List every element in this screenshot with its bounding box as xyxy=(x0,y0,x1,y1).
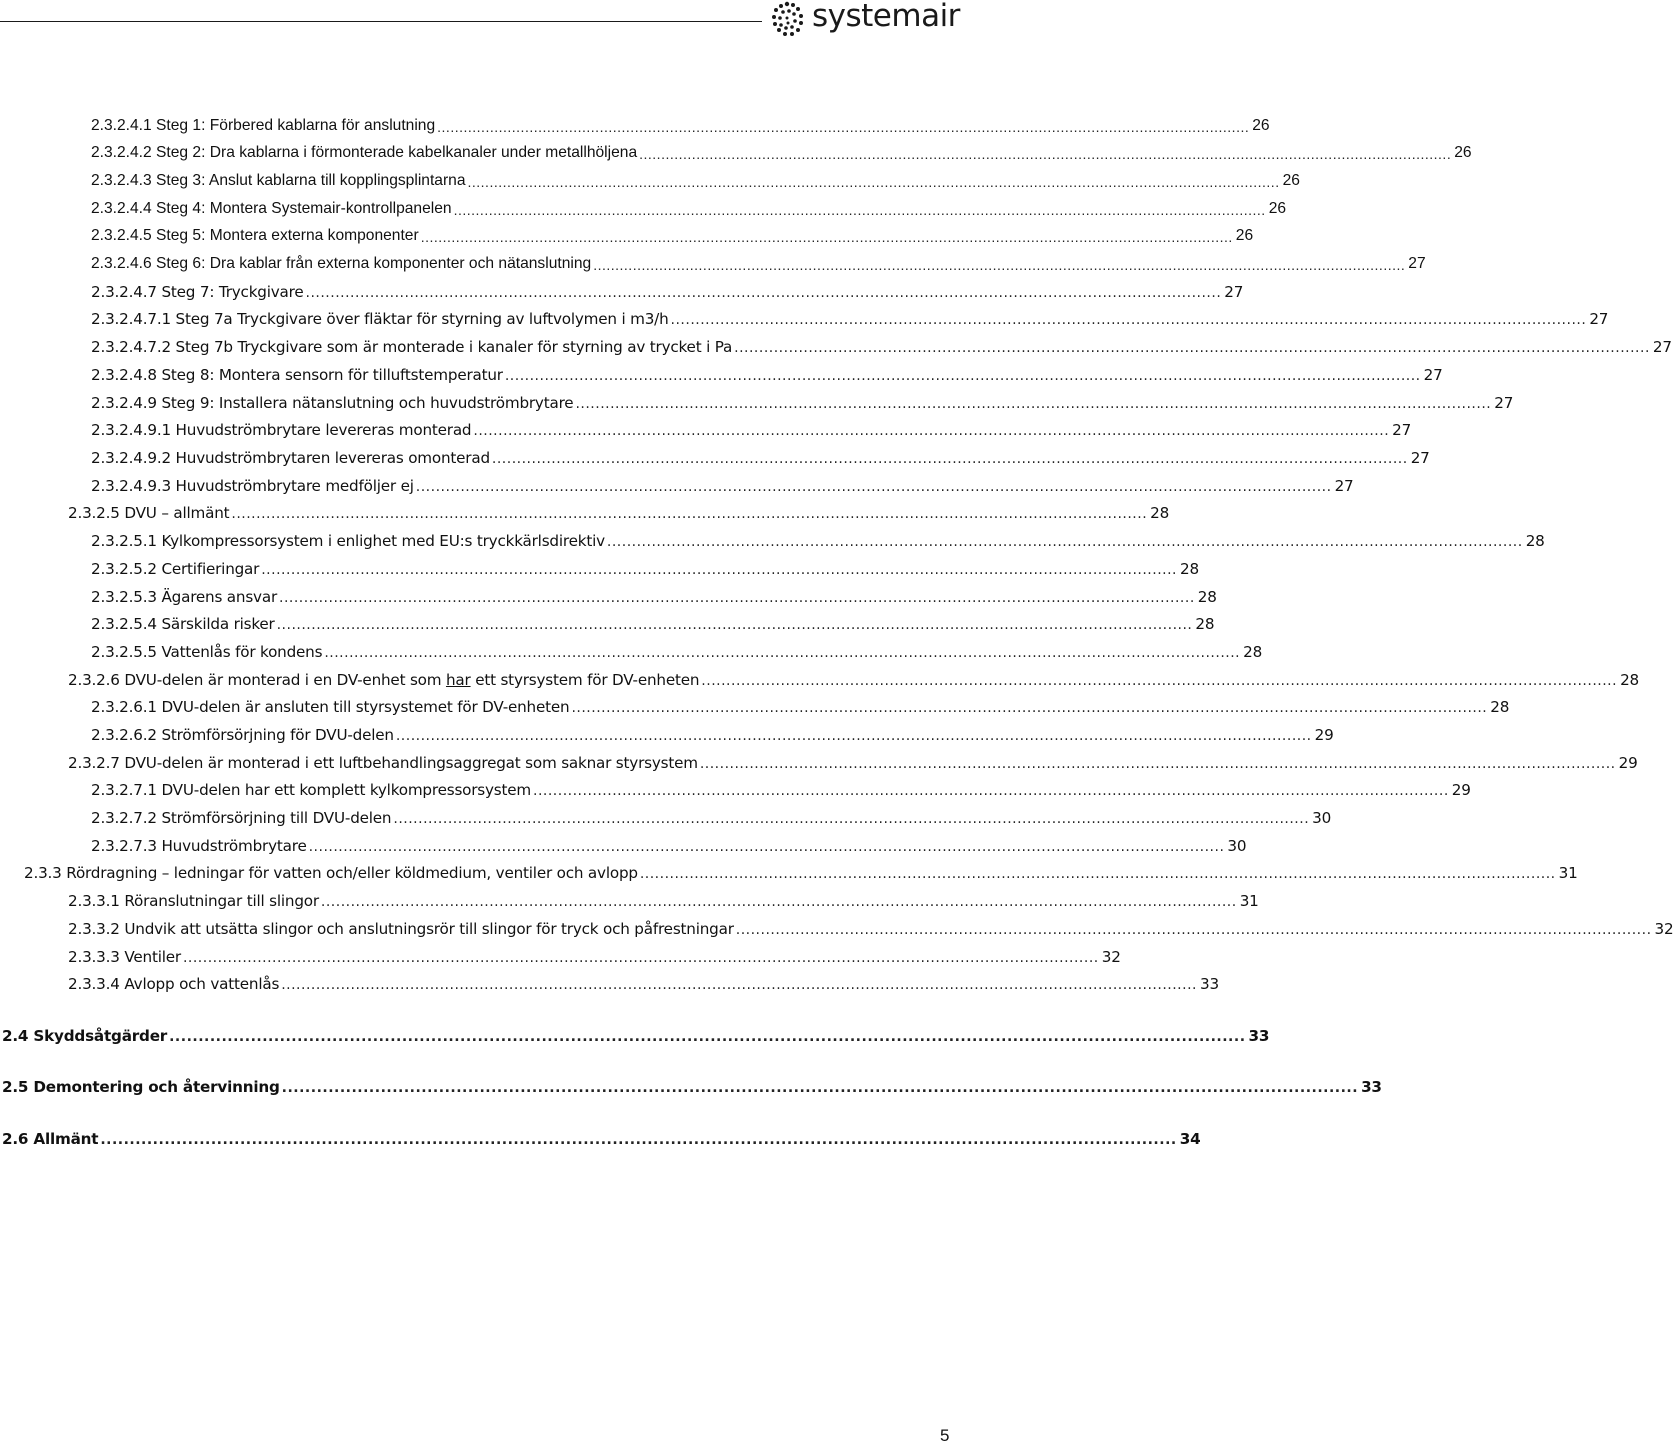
toc-dot-leader: ......................................................................................................................................................................................... xyxy=(279,590,1195,606)
toc-entry-label-pre: 2.3.2.6 DVU-delen är monterad i en DV-enhet som xyxy=(68,671,446,689)
toc-entry[interactable] xyxy=(68,668,1640,692)
toc-entry-page: 29 xyxy=(1451,781,1471,799)
toc-entry-page: 28 xyxy=(1150,504,1170,522)
toc-entry-page: 27 xyxy=(1423,366,1443,384)
toc-entry-label: 2.3.3.1 Röranslutningar till slingor xyxy=(68,892,319,910)
toc-entry[interactable] xyxy=(91,695,1510,719)
toc-dot-leader: ......................................................................................................................................................................................... xyxy=(437,119,1250,135)
toc-entry-label: 2.3.2.5.3 Ägarens ansvar xyxy=(91,588,277,606)
toc-entry-label: 2.3.3.4 Avlopp och vattenlås xyxy=(68,975,280,993)
toc-entry[interactable] xyxy=(68,501,1170,525)
toc-entry[interactable] xyxy=(91,585,1217,609)
toc-entry-label: 2.3.2.4.7.2 Steg 7b Tryckgivare som är monterade i kanaler för styrning av trycket i Pa xyxy=(91,338,733,356)
toc-entry-label: 2.3.2.7.1 DVU-delen har ett komplett kylkompressorsystem xyxy=(91,781,531,799)
toc-dot-leader: ......................................................................................................................................................................................... xyxy=(320,894,1237,910)
toc-dot-leader: ......................................................................................................................................................................................... xyxy=(281,977,1197,993)
toc-dot-leader: ......................................................................................................................................................................................... xyxy=(182,950,1099,966)
toc-entry-page: 29 xyxy=(1314,726,1334,744)
toc-entry-label: 2.3.2.4.3 Steg 3: Anslut kablarna till kopplingsplintarna xyxy=(91,172,466,189)
toc-entry[interactable] xyxy=(91,418,1412,442)
toc-dot-leader: ......................................................................................................................................................................................... xyxy=(491,451,1408,467)
toc-entry-label xyxy=(68,671,699,689)
toc-entry-page: 28 xyxy=(1180,560,1199,578)
toc-entry[interactable] xyxy=(91,363,1443,387)
toc-entry-page: 27 xyxy=(1408,255,1426,272)
toc-dot-leader: ......................................................................................................................................................................................... xyxy=(231,506,1148,522)
toc-entry[interactable] xyxy=(91,169,1300,193)
toc-entry[interactable] xyxy=(91,834,1247,858)
toc-entry-label: 2.3.2.6.2 Strömförsörjning för DVU-delen xyxy=(91,726,394,744)
toc-entry-page: 26 xyxy=(1282,172,1300,189)
toc-entry[interactable] xyxy=(68,972,1219,996)
toc-entry[interactable] xyxy=(91,446,1430,470)
toc-entry-page: 28 xyxy=(1620,671,1640,689)
toc-entry-page: 27 xyxy=(1589,310,1609,328)
toc-entry-page: 27 xyxy=(1494,394,1514,412)
toc-entry[interactable] xyxy=(91,197,1287,221)
toc-dot-leader: ......................................................................................................................................................................................... xyxy=(473,423,1390,439)
toc-entry-page: 33 xyxy=(1199,975,1219,993)
toc-entry-page: 32 xyxy=(1101,948,1121,966)
toc-entry-label-underlined: har xyxy=(445,671,471,689)
toc-dot-leader: ......................................................................................................................................................................................... xyxy=(699,756,1616,772)
toc-entry-page: 28 xyxy=(1490,698,1510,716)
toc-entry-page: 28 xyxy=(1197,588,1217,606)
toc-entry[interactable] xyxy=(91,307,1609,331)
toc-entry[interactable] xyxy=(2,1075,1382,1099)
toc-entry-label: 2.3.2.4.9.2 Huvudströmbrytaren levereras omonterad xyxy=(91,449,490,467)
toc-entry-label: 2.3.2.5.5 Vattenlås för kondens xyxy=(91,643,323,661)
toc-entry-label: 2.6 Allmänt xyxy=(2,1130,99,1148)
toc-entry-label: 2.3.2.6.1 DVU-delen är ansluten till styrsystemet för DV-enheten xyxy=(91,698,570,716)
toc-entry[interactable] xyxy=(91,335,1672,359)
toc-entry[interactable] xyxy=(91,557,1199,581)
toc-entry-label: 2.3.3.2 Undvik att utsätta slingor och anslutningsrör till slingor för tryck och påfrestningar xyxy=(68,920,734,938)
toc-entry[interactable] xyxy=(91,778,1471,802)
toc-entry-page: 32 xyxy=(1654,920,1673,938)
toc-dot-leader: ......................................................................................................................................................................................... xyxy=(593,257,1406,273)
toc-dot-leader: ......................................................................................................................................................................................... xyxy=(467,174,1280,190)
toc-entry[interactable] xyxy=(24,861,1578,885)
toc-entry[interactable] xyxy=(91,723,1334,747)
toc-entry-label: 2.3.3 Rördragning – ledningar för vatten och/eller köldmedium, ventiler och avlopp xyxy=(24,864,638,882)
toc-dot-leader: ......................................................................................................................................................................................... xyxy=(606,534,1523,550)
toc-entry[interactable] xyxy=(91,806,1332,830)
toc-dot-leader: ......................................................................................................................................................................................... xyxy=(261,562,1178,578)
toc-entry[interactable] xyxy=(91,529,1545,553)
toc-entry-label: 2.5 Demontering och återvinning xyxy=(2,1078,280,1096)
toc-dot-leader: ......................................................................................................................................................................................... xyxy=(393,811,1310,827)
toc-dot-leader: ......................................................................................................................................................................................... xyxy=(533,783,1449,799)
toc-entry-label: 2.3.2.7.3 Huvudströmbrytare xyxy=(91,837,307,855)
toc-entry[interactable] xyxy=(68,917,1673,941)
toc-dot-leader: ......................................................................................................................................................................................... xyxy=(100,1132,1177,1148)
toc-entry-page: 27 xyxy=(1652,338,1672,356)
toc-entry-page: 30 xyxy=(1312,809,1332,827)
toc-dot-leader: ......................................................................................................................................................................................... xyxy=(420,229,1233,245)
toc-entry-page: 33 xyxy=(1248,1027,1270,1045)
toc-entry[interactable] xyxy=(68,945,1121,969)
toc-entry-page: 27 xyxy=(1334,477,1354,495)
toc-entry-label: 2.3.2.4.2 Steg 2: Dra kablarna i förmonterade kabelkanaler under metallhöljena xyxy=(91,144,638,161)
toc-entry-page: 27 xyxy=(1224,283,1244,301)
toc-entry-page: 31 xyxy=(1239,892,1259,910)
toc-entry[interactable] xyxy=(91,474,1354,498)
toc-dot-leader: ......................................................................................................................................................................................... xyxy=(305,285,1222,301)
toc-entry-page: 26 xyxy=(1235,227,1254,244)
toc-entry-label: 2.3.2.4.4 Steg 4: Montera Systemair-kontrollpanelen xyxy=(91,200,452,217)
toc-entry-label: 2.3.2.7 DVU-delen är monterad i ett luftbehandlingsaggregat som saknar styrsystem xyxy=(68,754,698,772)
toc-entry-page: 30 xyxy=(1227,837,1247,855)
toc-dot-leader: ......................................................................................................................................................................................... xyxy=(324,645,1241,661)
toc-dot-leader: ......................................................................................................................................................................................... xyxy=(571,700,1488,716)
toc-entry[interactable] xyxy=(91,252,1426,276)
toc-dot-leader: ......................................................................................................................................................................................... xyxy=(575,396,1492,412)
toc-entry-label: 2.3.2.4.9.3 Huvudströmbrytare medföljer ej xyxy=(91,477,414,495)
toc-dot-leader: ......................................................................................................................................................................................... xyxy=(734,340,1650,356)
toc-dot-leader: ......................................................................................................................................................................................... xyxy=(639,866,1556,882)
toc-entry-label: 2.3.2.4.9 Steg 9: Installera nätanslutning och huvudströmbrytare xyxy=(91,394,574,412)
toc-entry[interactable] xyxy=(2,1127,1201,1151)
toc-entry[interactable] xyxy=(91,114,1270,138)
toc-dot-leader: ......................................................................................................................................................................................... xyxy=(735,922,1652,938)
toc-dot-leader: ......................................................................................................................................................................................... xyxy=(639,146,1452,162)
toc-entry-page: 27 xyxy=(1392,421,1412,439)
toc-entry-label: 2.4 Skyddsåtgärder xyxy=(2,1027,168,1045)
toc-entry-label: 2.3.2.7.2 Strömförsörjning till DVU-delen xyxy=(91,809,392,827)
toc-entry[interactable] xyxy=(68,751,1638,775)
toc-entry-page: 28 xyxy=(1195,615,1215,633)
toc-entry[interactable] xyxy=(2,1024,1270,1048)
toc-entry-page: 33 xyxy=(1361,1078,1382,1096)
toc-entry-page: 27 xyxy=(1410,449,1430,467)
toc-entry-label: 2.3.2.4.6 Steg 6: Dra kablar från externa komponenter och nätanslutning xyxy=(91,255,592,272)
logo-wordmark: systemair xyxy=(812,0,960,34)
toc-entry-label: 2.3.2.4.7 Steg 7: Tryckgivare xyxy=(91,283,304,301)
toc-entry-label: 2.3.2.5 DVU – allmänt xyxy=(68,504,230,522)
toc-entry-page: 29 xyxy=(1618,754,1638,772)
toc-entry[interactable] xyxy=(91,224,1254,248)
toc-entry-page: 28 xyxy=(1525,532,1545,550)
toc-dot-leader: ......................................................................................................................................................................................... xyxy=(504,368,1421,384)
toc-entry-label: 2.3.3.3 Ventiler xyxy=(68,948,181,966)
toc-entry-label: 2.3.2.4.5 Steg 5: Montera externa komponenter xyxy=(91,227,419,244)
toc-entry-page: 26 xyxy=(1252,117,1270,134)
toc-entry-label: 2.3.2.4.1 Steg 1: Förbered kablarna för anslutning xyxy=(91,117,436,134)
page-number: 5 xyxy=(940,1426,950,1445)
toc-entry[interactable] xyxy=(91,391,1514,415)
toc-entry-page: 31 xyxy=(1558,864,1578,882)
toc-dot-leader: ......................................................................................................................................................................................... xyxy=(276,617,1193,633)
toc-dot-leader: ......................................................................................................................................................................................... xyxy=(670,312,1587,328)
toc-dot-leader: ......................................................................................................................................................................................... xyxy=(169,1029,1246,1045)
toc-entry[interactable] xyxy=(68,889,1259,913)
toc-entry[interactable] xyxy=(91,280,1244,304)
toc-entry-label: 2.3.2.5.2 Certifieringar xyxy=(91,560,260,578)
toc-dot-leader: ......................................................................................................................................................................................... xyxy=(395,728,1312,744)
toc-entry-page: 26 xyxy=(1454,144,1472,161)
toc-dot-leader: ......................................................................................................................................................................................... xyxy=(281,1080,1359,1096)
toc-entry[interactable] xyxy=(91,141,1472,165)
toc-entry-page: 28 xyxy=(1243,643,1263,661)
toc-dot-leader: ......................................................................................................................................................................................... xyxy=(701,673,1618,689)
toc-dot-leader: ......................................................................................................................................................................................... xyxy=(308,839,1225,855)
toc-dot-leader: ......................................................................................................................................................................................... xyxy=(453,202,1266,218)
toc-entry[interactable] xyxy=(91,640,1263,664)
toc-entry-label-post: ett styrsystem för DV-enheten xyxy=(470,671,700,689)
toc-entry-page: 26 xyxy=(1268,200,1287,217)
toc-entry-label: 2.3.2.4.7.1 Steg 7a Tryckgivare över fläktar för styrning av luftvolymen i m3/h xyxy=(91,310,669,328)
toc-entry-label: 2.3.2.5.4 Särskilda risker xyxy=(91,615,275,633)
toc-dot-leader: ......................................................................................................................................................................................... xyxy=(415,479,1332,495)
toc-entry-page: 34 xyxy=(1179,1130,1201,1148)
toc-entry-label: 2.3.2.4.8 Steg 8: Montera sensorn för tilluftstemperatur xyxy=(91,366,503,384)
toc-entry-label: 2.3.2.5.1 Kylkompressorsystem i enlighet med EU:s tryckkärlsdirektiv xyxy=(91,532,605,550)
toc-entry[interactable] xyxy=(91,612,1215,636)
toc-entry-label: 2.3.2.4.9.1 Huvudströmbrytare levereras monterad xyxy=(91,421,472,439)
